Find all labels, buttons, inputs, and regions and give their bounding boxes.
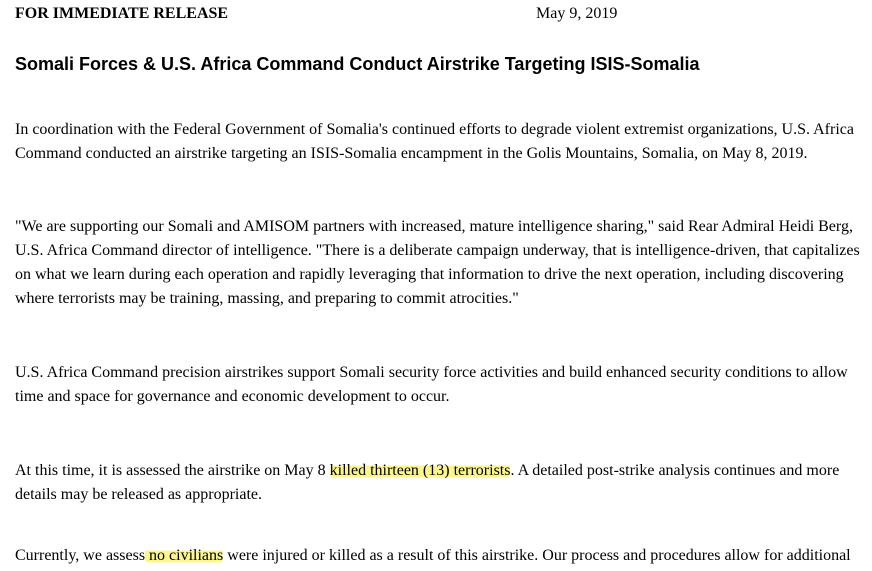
release-tag: FOR IMMEDIATE RELEASE: [15, 5, 229, 22]
civilians-text-before: Currently, we assess: [15, 547, 146, 564]
paragraph-assessment: [15, 459, 865, 507]
page-title: Somali Forces & U.S. Africa Command Conduct Airstrike Targeting ISIS-Somalia: [15, 54, 700, 74]
paragraph-quote: "We are supporting our Somali and AMISOM partners with increased, mature intelligence sharing," said Rear Admiral Heidi Berg, U.S. Africa Command director of intelligence. "There is a deliberate campaign underway, that is intelligence-driven, that capitalizes on what we learn during each operation and rapidly leveraging that information to drive the next operation, including discovering where terrorists may be training, massing, and preparing to commit atrocities.": [15, 218, 860, 307]
assessment-text-before: At this time, it is assessed the airstrike on May 8: [15, 462, 330, 479]
paragraph-intro: In coordination with the Federal Government of Somalia's continued efforts to degrade violent extremist organizations, U.S. Africa Command conducted an airstrike targeting an ISIS-Somalia encampment in the Golis Mountains, Somalia, on May 8, 2019.: [15, 121, 854, 162]
assessment-text-after: . A detailed post-strike analysis continues and more details may be released as appropriate.: [15, 462, 840, 503]
highlight-killed-terrorists: killed thirteen (13) terrorists: [329, 462, 511, 479]
paragraph-airstrikes-support: U.S. Africa Command precision airstrikes support Somali security force activities and build enhanced security conditions to allow time and space for governance and economic development to occur.: [15, 364, 848, 405]
civilians-text-after: were injured or killed as a result of this airstrike. Our process and procedures allow for additional: [223, 547, 851, 564]
release-header: [15, 4, 865, 26]
release-date: May 9, 2019: [536, 5, 618, 22]
highlight-no-civilians: no civilians: [145, 547, 224, 564]
paragraph-civilians: [15, 544, 865, 568]
